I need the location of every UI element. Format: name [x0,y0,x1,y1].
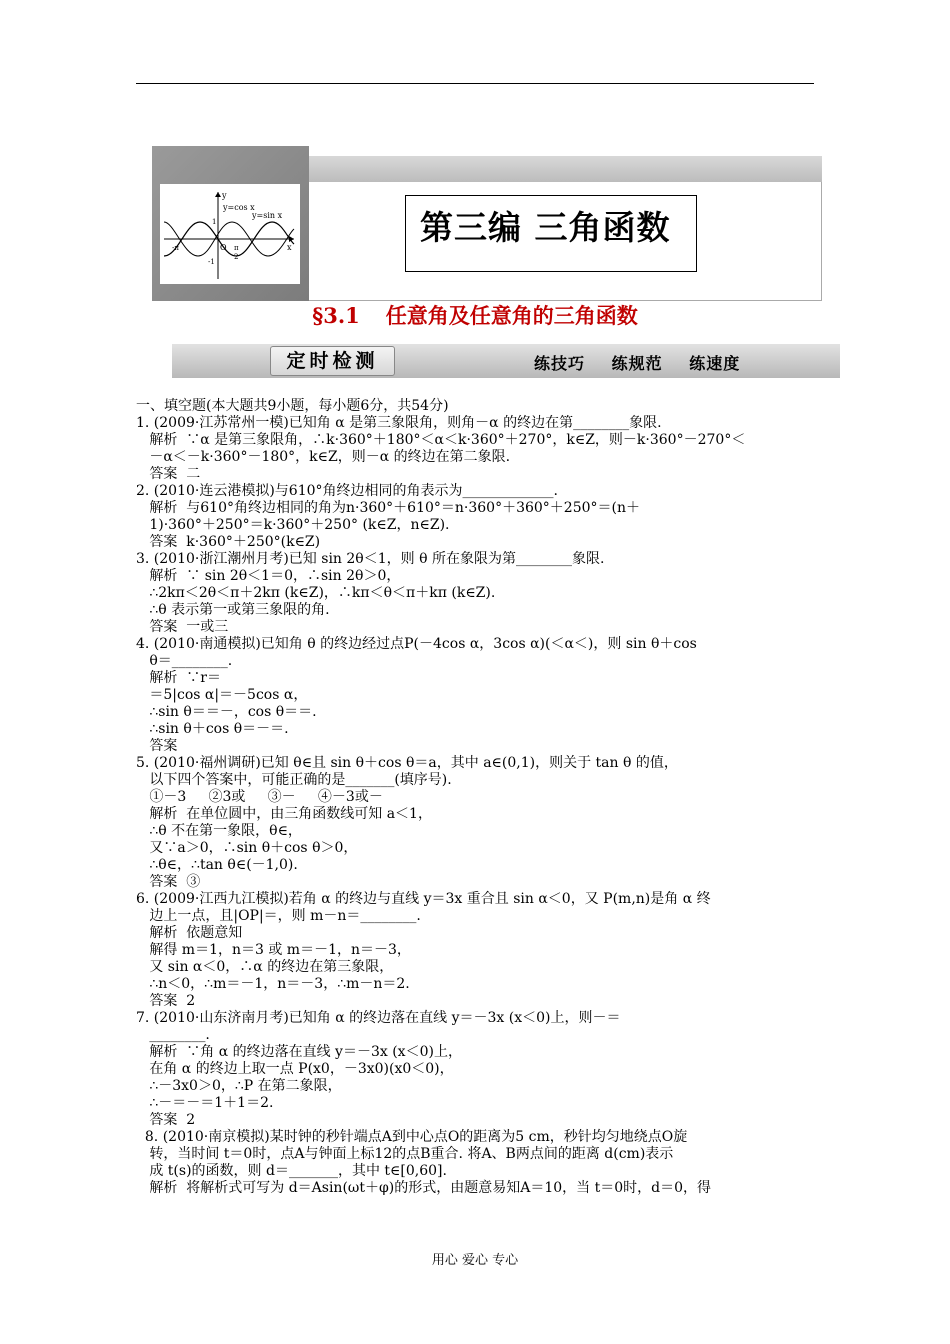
chapter-title: 第三编 三角函数 [420,208,671,247]
tag-skill: 练技巧 [534,354,586,373]
text-line: 在角 α 的终边上取一点 P(x0，－3x0)(x0＜0)， [136,1061,454,1077]
banner-gray-block [152,146,309,301]
page-footer: 用心 爱心 专心 [431,1253,519,1268]
text-line: 1. (2009·江苏常州一模)已知角 α 是第三象限角，则角－α 的终边在第________象限. [136,415,662,431]
text-line: 解析 ∵α 是第三象限角，∴k·360°＋180°＜α＜k·360°＋270°，k∈Z，则－k·360°－270°＜ [136,432,746,448]
graph-neg-pi-label: -π [172,244,179,252]
text-line: 又 sin α＜0，∴α 的终边在第三象限， [136,959,394,975]
text-line: ∴－3x0＞0，∴P 在第二象限， [136,1078,342,1094]
text-line: 解析 与610°角终边相同的角为n·360°＋610°＝n·360°＋360°＋250°＝(n＋ [136,500,640,516]
chapter-title-box [405,195,697,272]
graph-neg-one-label: -1 [208,258,215,266]
text-line: 又∵a＞0，∴sin θ＋cos θ＞0， [136,840,358,856]
text-line: 答案 2 [136,993,196,1009]
graph-cos-label: y=cos x [223,203,255,212]
text-line: 4. (2010·南通模拟)已知角 θ 的终边经过点P(－4cos α，3cos α)(＜α＜)，则 sin θ＋cos [136,636,697,652]
banner-top-strip [309,156,822,182]
text-line: ________. [136,1027,210,1043]
text-line: ①－3 ②3或 ③－ ④－3或－ [136,789,383,805]
text-line: 6. (2009·江西九江模拟)若角 α 的终边与直线 y＝3x 重合且 sin α＜0，又 P(m,n)是角 α 终 [136,891,711,907]
graph-origin-label: O [220,243,227,252]
text-line: 答案 一或三 [136,619,229,635]
text-line: θ＝________. [136,653,233,669]
graph-pi-label: π [234,244,239,252]
graph-sin-label: y=sin x [252,211,283,220]
text-line: 答案 二 [136,466,201,482]
text-line: 解析 将解析式可写为 d＝Asin(ωt＋φ)的形式，由题意易知A＝10，当 t＝0时，d＝0，得 [136,1180,711,1196]
tag-standard: 练规范 [611,354,663,373]
graph-two-label: 2 [234,253,239,261]
text-line: 答案 2 [136,1112,196,1128]
text-line: 7. (2010·山东济南月考)已知角 α 的终边落在直线 y＝－3x (x＜0)上，则－＝ [136,1010,621,1026]
text-line: 解析 ∵ sin 2θ＜1＝0，∴sin 2θ＞0， [136,568,401,584]
text-line: 1)·360°＋250°＝k·360°＋250° (k∈Z，n∈Z). [136,517,450,533]
trig-graph-figure [160,184,300,284]
text-line: 3. (2010·浙江潮州月考)已知 sin 2θ＜1，则 θ 所在象限为第________象限. [136,551,605,567]
text-line: ∴θ∈，∴tan θ∈(－1,0). [136,857,298,873]
text-line: 答案 ③ [136,874,201,890]
tag-speed: 练速度 [689,354,741,373]
text-line: 转，当时间 t＝0时，点A与钟面上标12的点B重合. 将A、B两点间的距离 d(cm)表示 [136,1146,674,1162]
graph-one-label: 1 [212,218,217,226]
practice-tags [534,351,760,374]
text-line: 答案 [136,738,178,754]
text-line: 答案 k·360°＋250°(k∈Z) [136,534,321,550]
text-line: 边上一点，且|OP|＝，则 m－n＝________. [136,908,421,924]
text-line: 以下四个答案中，可能正确的是_______(填序号). [136,772,452,788]
text-line: 2. (2010·连云港模拟)与610°角终边相同的角表示为_____________. [136,483,558,499]
text-line: ∴θ 表示第一或第三象限的角. [136,602,330,618]
text-line: 解得 m＝1，n＝3 或 m＝－1，n＝－3， [136,942,411,958]
text-line: ∴sin θ＋cos θ＝－＝. [136,721,289,737]
text-line: 解析 ∵角 α 的终边落在直线 y＝－3x (x＜0)上， [136,1044,462,1060]
text-line: 解析 依题意知 [136,925,243,941]
text-line: ＝5|cos α|＝－5cos α， [136,687,308,703]
text-line: 5. (2010·福州调研)已知 θ∈且 sin θ＋cos θ＝a，其中 a∈(0,1)，则关于 tan θ 的值， [136,755,678,771]
section-title: 任意角及任意角的三角函数 [385,303,638,328]
graph-y-label: y [222,191,227,200]
text-line: －α＜－k·360°－180°，k∈Z，则－α 的终边在第二象限. [136,449,511,465]
text-line: ∴－＝－＝1＋1＝2. [136,1095,274,1111]
top-rule [136,83,814,84]
text-line: 一、填空题(本大题共9小题，每小题6分，共54分) [136,398,449,414]
text-line: 解析 在单位圆中，由三角函数线可知 a＜1， [136,806,432,822]
text-line: 成 t(s)的函数，则 d＝_______，其中 t∈[0,60]. [136,1163,447,1179]
text-line: ∴2kπ＜2θ＜π＋2kπ (k∈Z)，∴kπ＜θ＜π＋kπ (k∈Z). [136,585,496,601]
text-line: ∴sin θ＝＝－，cos θ＝＝. [136,704,317,720]
section-heading [0,300,950,330]
text-line: ∴θ 不在第一象限，θ∈， [136,823,302,839]
text-line: ∴n＜0，∴m＝－1，n＝－3，∴m－n＝2. [136,976,410,992]
text-line: 解析 ∵r＝ [136,670,221,686]
sin-cos-graph [160,184,300,284]
text-line: 8. (2010·南京模拟)某时钟的秒针端点A到中心点O的距离为5 cm，秒针均匀地绕点O旋 [136,1129,688,1145]
timed-test-bar [172,344,840,378]
graph-x-label: x [287,243,292,252]
section-number: §3.1 [312,303,360,328]
timed-test-label: 定时检测 [270,346,395,376]
chapter-banner [152,146,822,301]
exercise-content [136,398,826,1197]
